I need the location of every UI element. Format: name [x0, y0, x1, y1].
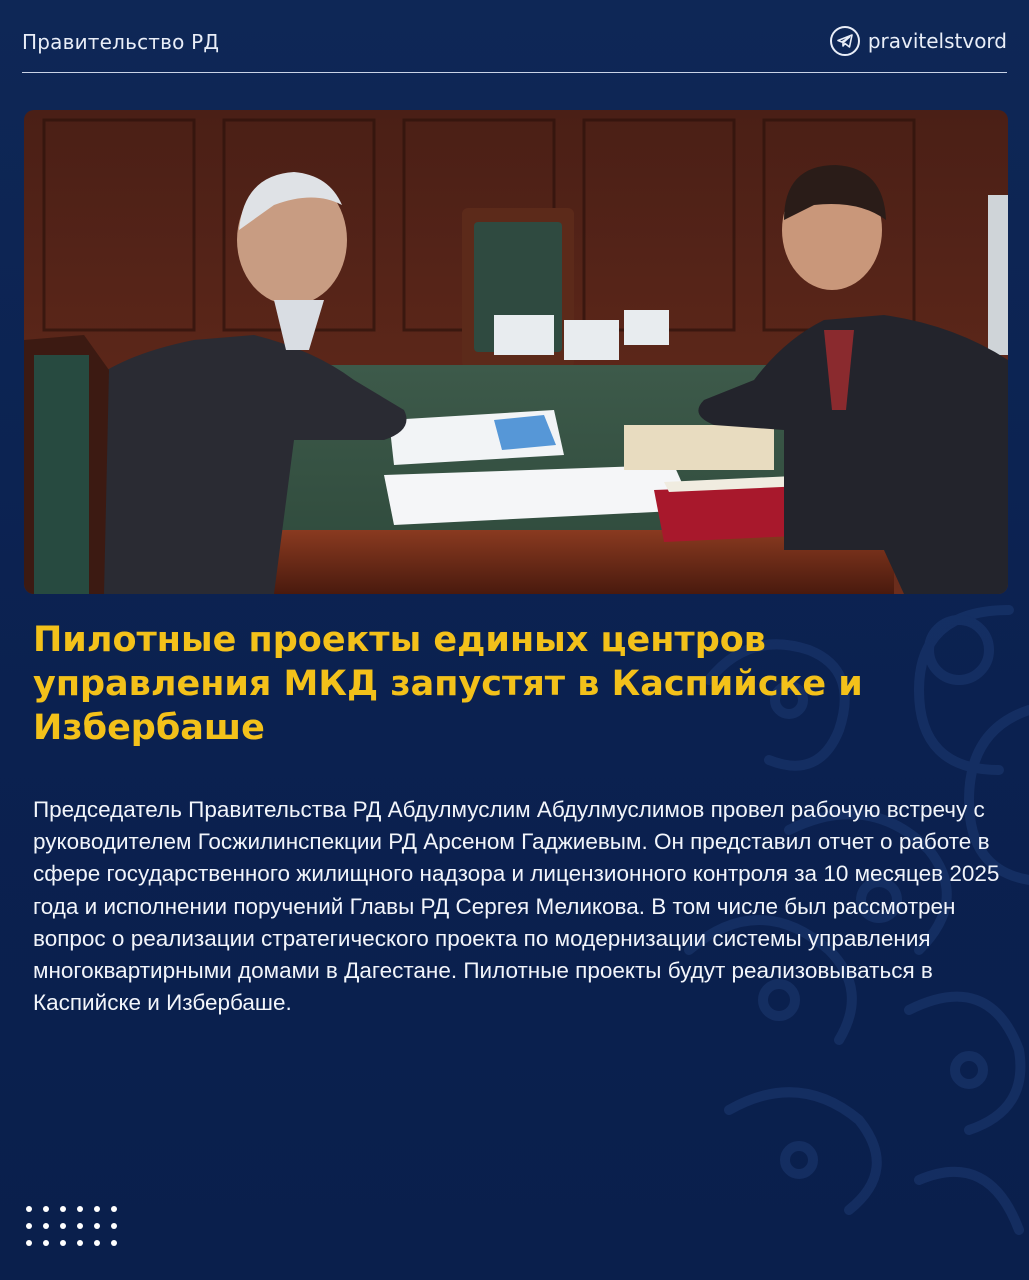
channel-name: pravitelstvord [867, 29, 1007, 53]
dot-grid-decoration [26, 1206, 117, 1246]
brand-name: Правительство РД [22, 30, 220, 54]
headline: Пилотные проекты единых центров управления МКД запустят в Каспийске и Избербаше [33, 620, 863, 748]
header-divider [22, 72, 1007, 73]
telegram-icon [830, 26, 860, 56]
meeting-photo [24, 110, 1008, 594]
article-body: Председатель Правительства РД Абдулмуслим Абдулмуслимов провел рабочую встречу с руководителем Госжилинспекции РД Арсеном Гаджиевым. Он представил отчет о работе в сфере государственного жилищного надзора и лицензионного контроля за 10 месяцев 2025 года и исполнении поручений Главы РД Сергея Меликова. В том числе был рассмотрен вопрос о реализации стратегического проекта по модернизации системы управления многоквартирными домами в Дагестане. Пилотные проекты будут реализовываться в Каспийске и Избербаше. [33, 797, 1000, 1016]
channel-link[interactable] [830, 26, 1007, 56]
header [22, 26, 1007, 62]
